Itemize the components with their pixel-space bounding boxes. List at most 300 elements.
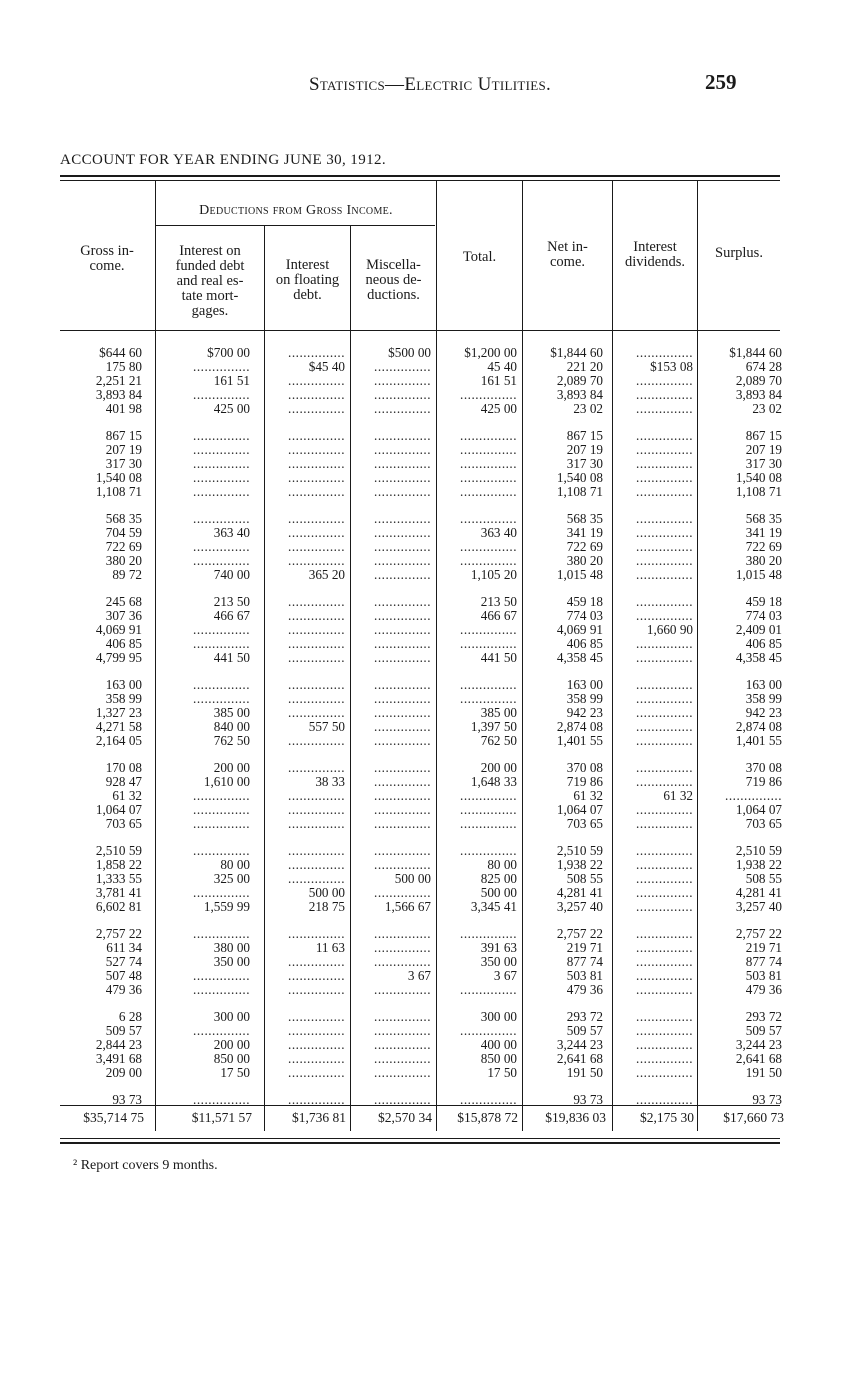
table-cell: ............... <box>460 539 517 554</box>
table-cell: ............... <box>460 982 517 997</box>
table-cell: 459 18 <box>566 594 603 609</box>
table-cell: ............... <box>460 843 517 858</box>
table-cell: ............... <box>288 428 345 443</box>
table-cell: ............... <box>636 345 693 360</box>
table-cell: ............... <box>636 567 693 582</box>
table-cell: 703 65 <box>745 816 782 831</box>
table-cell: ............... <box>374 650 431 665</box>
table-cell: ............... <box>636 442 693 457</box>
table-cell: 350 00 <box>480 954 517 969</box>
table-cell: ............... <box>636 982 693 997</box>
table-cell: 877 74 <box>566 954 603 969</box>
table-cell: $1,844 60 <box>550 345 603 360</box>
table-cell: 2,844 23 <box>95 1037 142 1052</box>
table-cell: 207 19 <box>745 442 782 457</box>
table-cell: 1,108 71 <box>95 484 142 499</box>
table-cell: ............... <box>374 1051 431 1066</box>
table-cell: ............... <box>193 788 250 803</box>
table-cell: 2,251 21 <box>95 373 142 388</box>
table-caption: ACCOUNT FOR YEAR ENDING JUNE 30, 1912. <box>60 152 387 168</box>
table-cell: ............... <box>636 857 693 872</box>
table-cell: 218 75 <box>308 899 345 914</box>
table-cell: ............... <box>374 456 431 471</box>
table-cell: ............... <box>288 691 345 706</box>
table-cell: ............... <box>374 1065 431 1080</box>
table-cell: 3,781 41 <box>95 885 142 900</box>
table-cell: ............... <box>288 525 345 540</box>
table-cell: 4,069 91 <box>95 622 142 637</box>
header-gross-income: Gross in- come. <box>80 243 134 274</box>
table-cell: 385 00 <box>213 705 250 720</box>
table-cell: ............... <box>636 677 693 692</box>
table-cell: ............... <box>636 926 693 941</box>
table-cell: ............... <box>193 843 250 858</box>
table-cell: 867 15 <box>566 428 603 443</box>
table-cell: ............... <box>374 843 431 858</box>
table-cell: 3 67 <box>407 968 431 983</box>
table-cell: ............... <box>193 428 250 443</box>
total-interest-floating: $1,736 81 <box>292 1110 346 1125</box>
table-cell: ............... <box>636 760 693 775</box>
table-cell: ............... <box>374 705 431 720</box>
table-cell: ............... <box>193 553 250 568</box>
table-cell: 2,089 70 <box>556 373 603 388</box>
table-cell: ............... <box>288 982 345 997</box>
table-cell: ............... <box>636 387 693 402</box>
table-cell: 200 00 <box>480 760 517 775</box>
table-cell: ............... <box>636 511 693 526</box>
table-cell: 3,257 40 <box>735 899 782 914</box>
table-cell: 406 85 <box>105 636 142 651</box>
table-cell: 163 00 <box>566 677 603 692</box>
table-cell: 317 30 <box>745 456 782 471</box>
table-cell: 500 00 <box>394 871 431 886</box>
table-cell: ............... <box>288 594 345 609</box>
table-cell: 850 00 <box>213 1051 250 1066</box>
table-cell: 317 30 <box>566 456 603 471</box>
table-cell: ............... <box>636 1051 693 1066</box>
table-cell: 867 15 <box>105 428 142 443</box>
table-cell: ............... <box>374 553 431 568</box>
table-cell: 293 72 <box>566 1009 603 1024</box>
table-cell: $45 40 <box>308 359 345 374</box>
table-cell: ............... <box>636 608 693 623</box>
table-cell: 300 00 <box>213 1009 250 1024</box>
column-divider <box>350 226 351 1131</box>
table-cell: ............... <box>288 622 345 637</box>
table-cell: ............... <box>288 511 345 526</box>
table-cell: ............... <box>374 719 431 734</box>
table-cell: 170 08 <box>105 760 142 775</box>
table-cell: 762 50 <box>480 733 517 748</box>
header-total: Total. <box>462 249 497 265</box>
table-cell: ............... <box>288 401 345 416</box>
table-cell: 406 85 <box>745 636 782 651</box>
table-cell: 568 35 <box>566 511 603 526</box>
table-cell: 300 00 <box>480 1009 517 1024</box>
table-cell: ............... <box>374 926 431 941</box>
table-cell: 2,164 05 <box>95 733 142 748</box>
table-cell: ............... <box>460 387 517 402</box>
table-cell: 17 50 <box>220 1065 250 1080</box>
table-cell: 1,938 22 <box>735 857 782 872</box>
table-cell: 441 50 <box>480 650 517 665</box>
table-cell: 207 19 <box>105 442 142 457</box>
table-cell: ............... <box>725 788 782 803</box>
table-cell: 370 08 <box>566 760 603 775</box>
table-cell: ............... <box>636 484 693 499</box>
table-cell: $700 00 <box>207 345 250 360</box>
table-cell: ............... <box>193 1092 250 1107</box>
table-cell: ............... <box>374 760 431 775</box>
table-cell: ............... <box>193 968 250 983</box>
table-cell: $1,200 00 <box>464 345 517 360</box>
table-cell: 774 03 <box>566 608 603 623</box>
table-bottom-rule-outer <box>60 1142 780 1144</box>
table-cell: ............... <box>288 553 345 568</box>
table-cell: 350 00 <box>213 954 250 969</box>
footnote: ² Report covers 9 months. <box>73 1158 218 1173</box>
table-cell: 80 00 <box>220 857 250 872</box>
table-cell: ............... <box>193 511 250 526</box>
table-cell: 4,069 91 <box>556 622 603 637</box>
table-cell: 568 35 <box>105 511 142 526</box>
table-cell: ............... <box>288 484 345 499</box>
table-cell: 1,064 07 <box>95 802 142 817</box>
table-cell: ............... <box>374 816 431 831</box>
table-cell: ............... <box>288 1092 345 1107</box>
table-cell: 3,893 84 <box>556 387 603 402</box>
table-cell: ............... <box>460 553 517 568</box>
table-cell: 3,491 68 <box>95 1051 142 1066</box>
table-cell: ............... <box>288 1037 345 1052</box>
table-cell: 1,540 08 <box>735 470 782 485</box>
table-cell: 942 23 <box>745 705 782 720</box>
table-cell: ............... <box>193 926 250 941</box>
column-interest-floating <box>268 346 345 1107</box>
table-cell: 4,358 45 <box>556 650 603 665</box>
total-interest-funded: $11,571 57 <box>191 1110 252 1125</box>
table-cell: 38 33 <box>315 774 345 789</box>
table-cell: 401 98 <box>105 401 142 416</box>
table-cell: $644 60 <box>99 345 142 360</box>
table-cell: 1,064 07 <box>556 802 603 817</box>
table-cell: ............... <box>374 511 431 526</box>
table-cell: ............... <box>374 484 431 499</box>
table-cell: ............... <box>636 691 693 706</box>
table-cell: ............... <box>374 608 431 623</box>
table-cell: ............... <box>460 802 517 817</box>
table-cell: ............... <box>193 387 250 402</box>
table-cell: ............... <box>460 470 517 485</box>
table-cell: ............... <box>636 816 693 831</box>
table-cell: ............... <box>636 1023 693 1038</box>
table-cell: 509 57 <box>105 1023 142 1038</box>
table-cell: ............... <box>193 691 250 706</box>
table-cell: 509 57 <box>745 1023 782 1038</box>
table-cell: 23 02 <box>752 401 782 416</box>
table-cell: 380 00 <box>213 940 250 955</box>
table-cell: ............... <box>288 1065 345 1080</box>
table-cell: 61 32 <box>663 788 693 803</box>
table-cell: ............... <box>636 1092 693 1107</box>
table-cell: ............... <box>288 442 345 457</box>
table-cell: 213 50 <box>213 594 250 609</box>
table-cell: 317 30 <box>105 456 142 471</box>
table-cell: 209 00 <box>105 1065 142 1080</box>
table-cell: 3,244 23 <box>735 1037 782 1052</box>
table-cell: 325 00 <box>213 871 250 886</box>
table-cell: 17 50 <box>487 1065 517 1080</box>
table-cell: ............... <box>374 1037 431 1052</box>
table-cell: ............... <box>193 442 250 457</box>
table-cell: 4,799 95 <box>95 650 142 665</box>
table-cell: ............... <box>374 885 431 900</box>
table-cell: ............... <box>288 816 345 831</box>
table-cell: 2,874 08 <box>556 719 603 734</box>
table-cell: ............... <box>636 802 693 817</box>
table-cell: ............... <box>636 719 693 734</box>
table-cell: 1,327 23 <box>95 705 142 720</box>
table-cell: 4,271 58 <box>95 719 142 734</box>
table-cell: ............... <box>374 940 431 955</box>
total-net-income: $19,836 03 <box>545 1110 606 1125</box>
table-cell: 825 00 <box>480 871 517 886</box>
total-total: $15,878 72 <box>457 1110 518 1125</box>
table-cell: 3,345 41 <box>470 899 517 914</box>
table-cell: ............... <box>374 442 431 457</box>
table-cell: 500 00 <box>308 885 345 900</box>
table-cell: 1,566 67 <box>384 899 431 914</box>
table-cell: ............... <box>193 456 250 471</box>
table-cell: 219 71 <box>745 940 782 955</box>
table-cell: ............... <box>460 926 517 941</box>
table-cell: 363 40 <box>480 525 517 540</box>
table-cell: 703 65 <box>566 816 603 831</box>
header-deductions-group: Deductions from Gross Income. <box>199 203 393 218</box>
column-divider <box>436 181 437 1131</box>
table-cell: 674 28 <box>745 359 782 374</box>
table-cell: ............... <box>374 567 431 582</box>
table-cell: 3,893 84 <box>735 387 782 402</box>
table-cell: 3 67 <box>493 968 517 983</box>
table-cell: 479 36 <box>745 982 782 997</box>
table-cell: ............... <box>288 802 345 817</box>
table-cell: ............... <box>460 622 517 637</box>
table-cell: 850 00 <box>480 1051 517 1066</box>
header-interest-dividends: Interest dividends. <box>624 239 685 270</box>
table-cell: ............... <box>374 733 431 748</box>
table-cell: 509 57 <box>566 1023 603 1038</box>
table-cell: 928 47 <box>105 774 142 789</box>
group-header-rule <box>155 225 435 226</box>
table-cell: ............... <box>193 636 250 651</box>
table-cell: ............... <box>288 373 345 388</box>
table-cell: 2,757 22 <box>95 926 142 941</box>
table-cell: ............... <box>374 788 431 803</box>
table-cell: ............... <box>374 594 431 609</box>
table-cell: ............... <box>636 774 693 789</box>
table-cell: ............... <box>374 774 431 789</box>
table-cell: 358 99 <box>105 691 142 706</box>
table-cell: ............... <box>288 345 345 360</box>
table-cell: 503 81 <box>566 968 603 983</box>
table-cell: 191 50 <box>745 1065 782 1080</box>
table-cell: 1,540 08 <box>556 470 603 485</box>
table-cell: ............... <box>374 954 431 969</box>
column-divider <box>697 181 698 1131</box>
table-cell: ............... <box>636 968 693 983</box>
column-divider <box>264 226 265 1131</box>
table-cell: 1,397 50 <box>470 719 517 734</box>
table-cell: 191 50 <box>566 1065 603 1080</box>
table-cell: ............... <box>288 1051 345 1066</box>
table-cell: 425 00 <box>480 401 517 416</box>
table-cell: ............... <box>374 982 431 997</box>
table-cell: 2,510 59 <box>556 843 603 858</box>
table-cell: ............... <box>460 511 517 526</box>
table-cell: 3,257 40 <box>556 899 603 914</box>
table-cell: 704 59 <box>105 525 142 540</box>
table-cell: ............... <box>374 1092 431 1107</box>
table-cell: 1,559 99 <box>203 899 250 914</box>
table-cell: ............... <box>636 733 693 748</box>
table-cell: 942 23 <box>566 705 603 720</box>
table-cell: ............... <box>193 885 250 900</box>
table-cell: 507 48 <box>105 968 142 983</box>
table-cell: ............... <box>374 691 431 706</box>
table-cell: ............... <box>460 816 517 831</box>
table-cell: 385 00 <box>480 705 517 720</box>
table-cell: 1,105 20 <box>470 567 517 582</box>
table-cell: 479 36 <box>566 982 603 997</box>
column-interest-funded <box>160 346 250 1107</box>
column-interest-dividends <box>616 346 693 1107</box>
table-cell: 358 99 <box>566 691 603 706</box>
header-interest-floating: Interest on floating debt. <box>275 257 340 303</box>
table-cell: ............... <box>636 650 693 665</box>
table-cell: 175 80 <box>105 359 142 374</box>
table-cell: ............... <box>636 636 693 651</box>
table-cell: 722 69 <box>745 539 782 554</box>
table-cell: 2,874 08 <box>735 719 782 734</box>
table-cell: ............... <box>193 816 250 831</box>
column-net-income <box>526 346 603 1107</box>
table-cell: 4,281 41 <box>735 885 782 900</box>
table-cell: 557 50 <box>308 719 345 734</box>
table-cell: ............... <box>636 553 693 568</box>
table-cell: ............... <box>636 940 693 955</box>
header-bottom-rule <box>60 330 780 331</box>
table-cell: 1,015 48 <box>556 567 603 582</box>
table-cell: 2,510 59 <box>95 843 142 858</box>
table-cell: ............... <box>636 401 693 416</box>
table-cell: 1,648 33 <box>470 774 517 789</box>
table-cell: ............... <box>636 705 693 720</box>
table-cell: 1,401 55 <box>735 733 782 748</box>
table-cell: 93 73 <box>573 1092 603 1107</box>
table-cell: 93 73 <box>112 1092 142 1107</box>
table-top-rule <box>60 175 780 177</box>
table-cell: 221 20 <box>566 359 603 374</box>
table-cell: 719 86 <box>566 774 603 789</box>
table-cell: 358 99 <box>745 691 782 706</box>
table-cell: 740 00 <box>213 567 250 582</box>
table-cell: 213 50 <box>480 594 517 609</box>
table-cell: ............... <box>193 470 250 485</box>
table-cell: ............... <box>374 401 431 416</box>
table-cell: 479 36 <box>105 982 142 997</box>
table-cell: 89 72 <box>112 567 142 582</box>
table-cell: 400 00 <box>480 1037 517 1052</box>
table-cell: 1,015 48 <box>735 567 782 582</box>
table-cell: ............... <box>288 539 345 554</box>
table-top-rule-inner <box>60 180 780 181</box>
table-cell: ............... <box>288 760 345 775</box>
table-cell: 161 51 <box>480 373 517 388</box>
total-misc-deductions: $2,570 34 <box>378 1110 432 1125</box>
table-cell: 2,409 01 <box>735 622 782 637</box>
table-cell: ............... <box>288 677 345 692</box>
table-cell: ............... <box>460 442 517 457</box>
table-cell: 365 20 <box>308 567 345 582</box>
table-cell: ............... <box>374 857 431 872</box>
table-cell: 4,281 41 <box>556 885 603 900</box>
table-cell: ............... <box>636 525 693 540</box>
table-cell: ............... <box>374 539 431 554</box>
table-cell: 245 68 <box>105 594 142 609</box>
table-cell: 867 15 <box>745 428 782 443</box>
total-interest-dividends: $2,175 30 <box>640 1110 694 1125</box>
table-cell: ............... <box>374 470 431 485</box>
table-cell: ............... <box>288 456 345 471</box>
table-cell: 200 00 <box>213 1037 250 1052</box>
table-cell: ............... <box>288 968 345 983</box>
table-cell: ............... <box>193 802 250 817</box>
table-cell: 1,064 07 <box>735 802 782 817</box>
header-interest-funded: Interest on funded debt and real es- tate mort- gages. <box>175 243 245 319</box>
table-cell: ............... <box>636 373 693 388</box>
table-cell: ............... <box>193 622 250 637</box>
table-cell: 1,108 71 <box>735 484 782 499</box>
table-cell: ............... <box>193 982 250 997</box>
table-cell: ............... <box>193 539 250 554</box>
table-cell: 503 81 <box>745 968 782 983</box>
table-cell: ............... <box>374 373 431 388</box>
table-cell: ............... <box>460 677 517 692</box>
table-cell: 6 28 <box>118 1009 142 1024</box>
table-cell: ............... <box>460 788 517 803</box>
table-cell: 508 55 <box>745 871 782 886</box>
table-cell: 406 85 <box>566 636 603 651</box>
table-cell: 459 18 <box>745 594 782 609</box>
table-cell: 6,602 81 <box>95 899 142 914</box>
table-cell: 703 65 <box>105 816 142 831</box>
table-cell: 1,333 55 <box>95 871 142 886</box>
table-cell: 163 00 <box>105 677 142 692</box>
table-cell: ............... <box>636 456 693 471</box>
table-cell: 466 67 <box>213 608 250 623</box>
table-cell: ............... <box>636 539 693 554</box>
table-cell: 23 02 <box>573 401 603 416</box>
table-cell: ............... <box>460 691 517 706</box>
table-cell: 2,641 68 <box>735 1051 782 1066</box>
table-cell: ............... <box>288 926 345 941</box>
table-cell: 307 36 <box>105 608 142 623</box>
table-cell: ............... <box>374 359 431 374</box>
table-cell: ............... <box>636 594 693 609</box>
table-cell: ............... <box>288 843 345 858</box>
